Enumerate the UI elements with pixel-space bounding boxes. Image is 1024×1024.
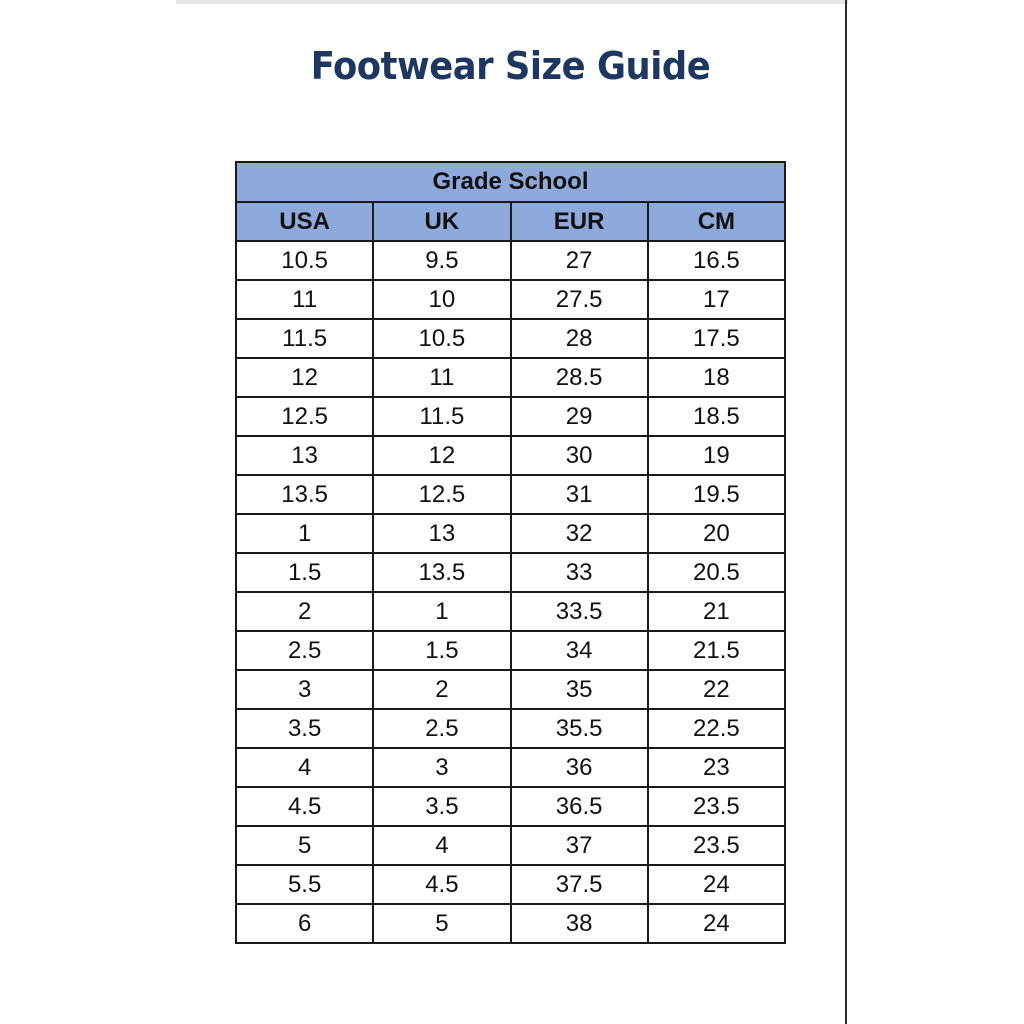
cell-uk: 2.5	[373, 709, 510, 748]
cell-usa: 11	[236, 280, 373, 319]
cell-usa: 2.5	[236, 631, 373, 670]
cell-usa: 3.5	[236, 709, 373, 748]
cell-uk: 11.5	[373, 397, 510, 436]
cell-uk: 1	[373, 592, 510, 631]
table-row	[236, 358, 785, 397]
cell-usa: 13.5	[236, 475, 373, 514]
cell-uk: 10.5	[373, 319, 510, 358]
table-row	[236, 631, 785, 670]
cell-usa: 6	[236, 904, 373, 943]
cell-cm: 17.5	[648, 319, 785, 358]
size-rows	[236, 241, 785, 943]
table-row	[236, 787, 785, 826]
cell-uk: 3	[373, 748, 510, 787]
page-title: Footwear Size Guide	[310, 44, 711, 88]
cell-eur: 31	[511, 475, 648, 514]
table-row	[236, 241, 785, 280]
cell-eur: 29	[511, 397, 648, 436]
cell-cm: 22	[648, 670, 785, 709]
cell-usa: 12.5	[236, 397, 373, 436]
cell-cm: 19	[648, 436, 785, 475]
cell-usa: 13	[236, 436, 373, 475]
cell-eur: 37.5	[511, 865, 648, 904]
cell-uk: 3.5	[373, 787, 510, 826]
cell-eur: 35	[511, 670, 648, 709]
table-row	[236, 553, 785, 592]
column-header-usa: USA	[236, 202, 373, 241]
cell-cm: 20	[648, 514, 785, 553]
cell-uk: 10	[373, 280, 510, 319]
table-row	[236, 592, 785, 631]
top-divider	[176, 0, 848, 4]
table-row	[236, 748, 785, 787]
cell-uk: 12.5	[373, 475, 510, 514]
size-table	[235, 161, 786, 944]
table-row	[236, 514, 785, 553]
table-row	[236, 865, 785, 904]
cell-uk: 4	[373, 826, 510, 865]
cell-cm: 21	[648, 592, 785, 631]
cell-usa: 5	[236, 826, 373, 865]
cell-usa: 10.5	[236, 241, 373, 280]
group-header-row	[236, 162, 785, 202]
cell-eur: 32	[511, 514, 648, 553]
table-row	[236, 904, 785, 943]
cell-cm: 23.5	[648, 826, 785, 865]
cell-eur: 27	[511, 241, 648, 280]
cell-cm: 17	[648, 280, 785, 319]
cell-eur: 28	[511, 319, 648, 358]
table-row	[236, 475, 785, 514]
cell-eur: 38	[511, 904, 648, 943]
cell-uk: 5	[373, 904, 510, 943]
cell-eur: 33	[511, 553, 648, 592]
cell-cm: 18	[648, 358, 785, 397]
cell-uk: 12	[373, 436, 510, 475]
cell-cm: 22.5	[648, 709, 785, 748]
cell-usa: 4	[236, 748, 373, 787]
cell-uk: 2	[373, 670, 510, 709]
cell-usa: 11.5	[236, 319, 373, 358]
cell-cm: 21.5	[648, 631, 785, 670]
cell-usa: 5.5	[236, 865, 373, 904]
cell-cm: 20.5	[648, 553, 785, 592]
column-header-eur: EUR	[511, 202, 648, 241]
table-row	[236, 397, 785, 436]
cell-uk: 1.5	[373, 631, 510, 670]
cell-usa: 12	[236, 358, 373, 397]
cell-cm: 16.5	[648, 241, 785, 280]
cell-cm: 23	[648, 748, 785, 787]
table-row	[236, 319, 785, 358]
table-row	[236, 709, 785, 748]
cell-usa: 1	[236, 514, 373, 553]
cell-uk: 11	[373, 358, 510, 397]
cell-uk: 13	[373, 514, 510, 553]
cell-eur: 36	[511, 748, 648, 787]
table-row	[236, 826, 785, 865]
cell-uk: 9.5	[373, 241, 510, 280]
table-row	[236, 280, 785, 319]
cell-usa: 3	[236, 670, 373, 709]
cell-usa: 2	[236, 592, 373, 631]
cell-eur: 34	[511, 631, 648, 670]
cell-cm: 24	[648, 904, 785, 943]
cell-eur: 35.5	[511, 709, 648, 748]
cell-eur: 33.5	[511, 592, 648, 631]
column-header-row	[236, 202, 785, 241]
cell-uk: 4.5	[373, 865, 510, 904]
group-header: Grade School	[236, 162, 785, 202]
cell-eur: 36.5	[511, 787, 648, 826]
right-divider	[845, 0, 847, 1024]
cell-cm: 24	[648, 865, 785, 904]
table-row	[236, 436, 785, 475]
cell-uk: 13.5	[373, 553, 510, 592]
cell-cm: 19.5	[648, 475, 785, 514]
cell-eur: 28.5	[511, 358, 648, 397]
cell-cm: 18.5	[648, 397, 785, 436]
cell-eur: 30	[511, 436, 648, 475]
cell-eur: 27.5	[511, 280, 648, 319]
cell-usa: 4.5	[236, 787, 373, 826]
column-header-cm: CM	[648, 202, 785, 241]
column-header-uk: UK	[373, 202, 510, 241]
cell-usa: 1.5	[236, 553, 373, 592]
cell-cm: 23.5	[648, 787, 785, 826]
table-row	[236, 670, 785, 709]
cell-eur: 37	[511, 826, 648, 865]
